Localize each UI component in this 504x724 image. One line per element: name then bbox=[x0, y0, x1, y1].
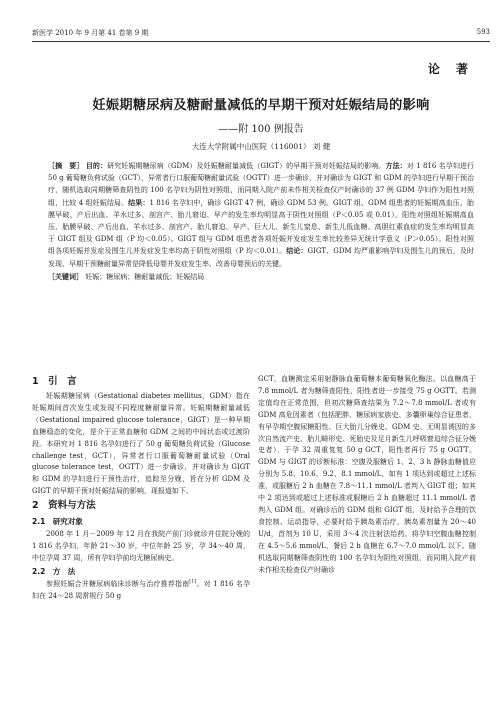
method-paragraph bbox=[32, 579, 250, 603]
heading-introduction: 1 引 言 bbox=[32, 376, 77, 387]
author-line: 大连大学附属中山医院（116001） 刘 健 bbox=[191, 142, 331, 151]
right-column bbox=[258, 374, 476, 576]
results-label: 结果： bbox=[128, 197, 150, 207]
objective-text: 研究妊娠期糖尿病（GDM）及妊娠糖耐量减低（GIGT）的早期干预对妊娠结局的影响。 bbox=[107, 162, 386, 170]
intro-paragraph: 妊娠期糖尿病（Gestational diabetes mellitus，GDM）指在妊娠期间首次发生或发现不同程度糖耐量异常。妊娠期糖耐量减低（Gestational impaired glucose tolerance，GIGT）是一种早期血糖稳态的变化，是介于正常血糖和 GDM 之间的中间状态或过渡阶段。本研究对 1 816 名孕妇进行了 50 g 葡萄糖负荷试验（Glucose challenge test，GCT），异常者行口服葡萄糖耐量试验（Oral glucose tolerance test，OGTT）进一步确诊，并对确诊为 GIGT 和 GDM 的孕妇进行干预性治疗，追踪至分娩，旨在分析 GDM 及 GIGT 的早期干预对妊娠结局的影响，现报道如下。 bbox=[32, 392, 250, 496]
page-number: 593 bbox=[476, 28, 490, 36]
running-head bbox=[32, 28, 490, 42]
heading-subjects: 2.1 研究对象 bbox=[32, 517, 83, 527]
conclusion-text: GIGT、GDM 均严重影响孕妇及围生儿的预后，及时发现、早期干预糖耐量异常是降低母婴并发症发生率、改善母婴预后的关键。 bbox=[48, 247, 475, 268]
reference-marker: [1] bbox=[189, 578, 197, 585]
methods-text: 对 1 816 名孕妇进行 50 g 葡萄糖负荷试验（GCT），异常者行口服葡萄糖耐量试验（OGTT）进一步确诊，并对确诊为 GIGT 和 GDM 的孕妇进行早期干预治疗，随机选取同期糖筛查阴性的 100 名孕妇为阴性对照组，而同期入院产前未作相关检查仅产时确诊的 37 例 GDM 孕妇作为阳性对照组，比较 4 组妊娠结局。 bbox=[48, 162, 475, 207]
left-column bbox=[32, 374, 250, 603]
methods-label: 方法： bbox=[385, 161, 407, 170]
conclusion-label: 结论： bbox=[286, 246, 308, 256]
heading-method: 2.2 方 法 bbox=[32, 566, 76, 576]
abstract bbox=[48, 160, 474, 283]
keywords-text: 妊娠；糖尿病；糖耐量减低；妊娠结局 bbox=[85, 272, 205, 281]
section-tag: 论 著 bbox=[427, 62, 474, 76]
running-head-journal: 新医学 2010 年 9 月第 41 卷第 9 期 bbox=[32, 29, 149, 37]
method-text-b: 。对 1 816 名孕妇在 24～28 周常规行 50 g bbox=[32, 579, 250, 600]
results-text: 1 816 名孕妇中，确诊 GIGT 47 例，确诊 GDM 53 例。GIGT 组、GDM 组患者的妊娠期高血压、胎膜早破、产后出血、羊水过多、剖宫产、胎儿窘迫、早产的发生率均明显高于阴性对照组（P＜0.05 或 0.01）。阳性对照组妊娠期高血压、胎膜早破、产后出血、羊水过多、剖宫产、胎儿窘迫、早产、巨大儿、新生儿窒息、新生儿低血糖、高胆红素血症的发生率均明显高于 GIGT 组及 GDM 组（P 均＜0.05）。GIGT 组与 GDM 组患者各项妊娠并发症发生率比较差异无统计学意义（P＞0.05）。阳性对照组各项妊娠并发症及围生儿并发症发生率均高于阴性对照组（P 均＜0.01）。 bbox=[48, 198, 475, 256]
keywords bbox=[48, 271, 474, 283]
abstract-label: ［摘 要］ bbox=[48, 161, 84, 170]
subjects-paragraph: 2008 年 1 月－2009 年 12 月在我院产前门诊就诊并住院分娩的 1 816 名孕妇，年龄 21～30 岁，中位年龄 25 岁，孕 34～40 周，中位孕周 37 周，所有孕妇孕前均无糖尿病史。 bbox=[32, 530, 250, 562]
method-text-a: 参照妊娠合并糖尿病临床诊断与治疗推荐指南 bbox=[46, 579, 190, 588]
article-subtitle: ——附 100 例报告 bbox=[218, 124, 304, 135]
article-title: 妊娠期糖尿病及糖耐量减低的早期干预对妊娠结局的影响 bbox=[92, 98, 430, 113]
heading-materials-methods: 2 资料与方法 bbox=[32, 500, 96, 512]
keywords-label: ［关键词］ bbox=[48, 271, 83, 281]
method-continued-paragraph: GCT，血糖测定采用射静脉血葡萄糖本葡萄糖氧化酶法。以血糖高于 7.8 mmol/L 者为糖筛查阳性，阳性者进一步接受 75 g OGTT。若测定值均在正常范围，但初次糖筛查结果为 7.2～7.8 mmol/L 者或有 GDM 高危因素者（包括肥胖、糖尿病家族史、多囊卵巢综合征患者，有早孕期空腹尿糖阳性、巨大胎儿分娩史、GDM 史、无明显诱因的多次自然流产史、胎儿畸形史、死胎史及足月新生儿呼吸窘迫综合征分娩史者），于孕 32 周重复复 50 g GCT，阳性者再行 75 g OGTT。GDM 与 GIGT 的诊断标准：空腹及服糖后 1、2、3 h 静脉血糖值应分别为 5.8、10.6、9.2、8.1 mmol/L，如有 1 项达到或超过上述标准，或服糖后 2 h 血糖在 7.8～11.1 mmol/L 者判入 GIGT 组；如其中 2 项达到或超过上述标准或服糖后 2 h 血糖超过 11.1 mmol/L 者判入 GDM 组。对确诊后的 GDM 组和 GIGT 组，及时给予合理的饮食控制、运动指导，必要时给予胰岛素治疗，胰岛素剂量为 20～40 U/d，首剂为 10 U，采用 3～4 次注射法给药。将孕妇空腹血糖控制在 4.5～5.6 mmol/L，餐后 2 h 血糖在 6.7～7.0 mmol/L 以下。随机选取同期糖筛查阴性的 100 名孕妇为阴性对照组，而同期入院产前未作相关检查仅产时确诊 bbox=[258, 375, 476, 574]
objective-label: 目的： bbox=[85, 161, 108, 170]
